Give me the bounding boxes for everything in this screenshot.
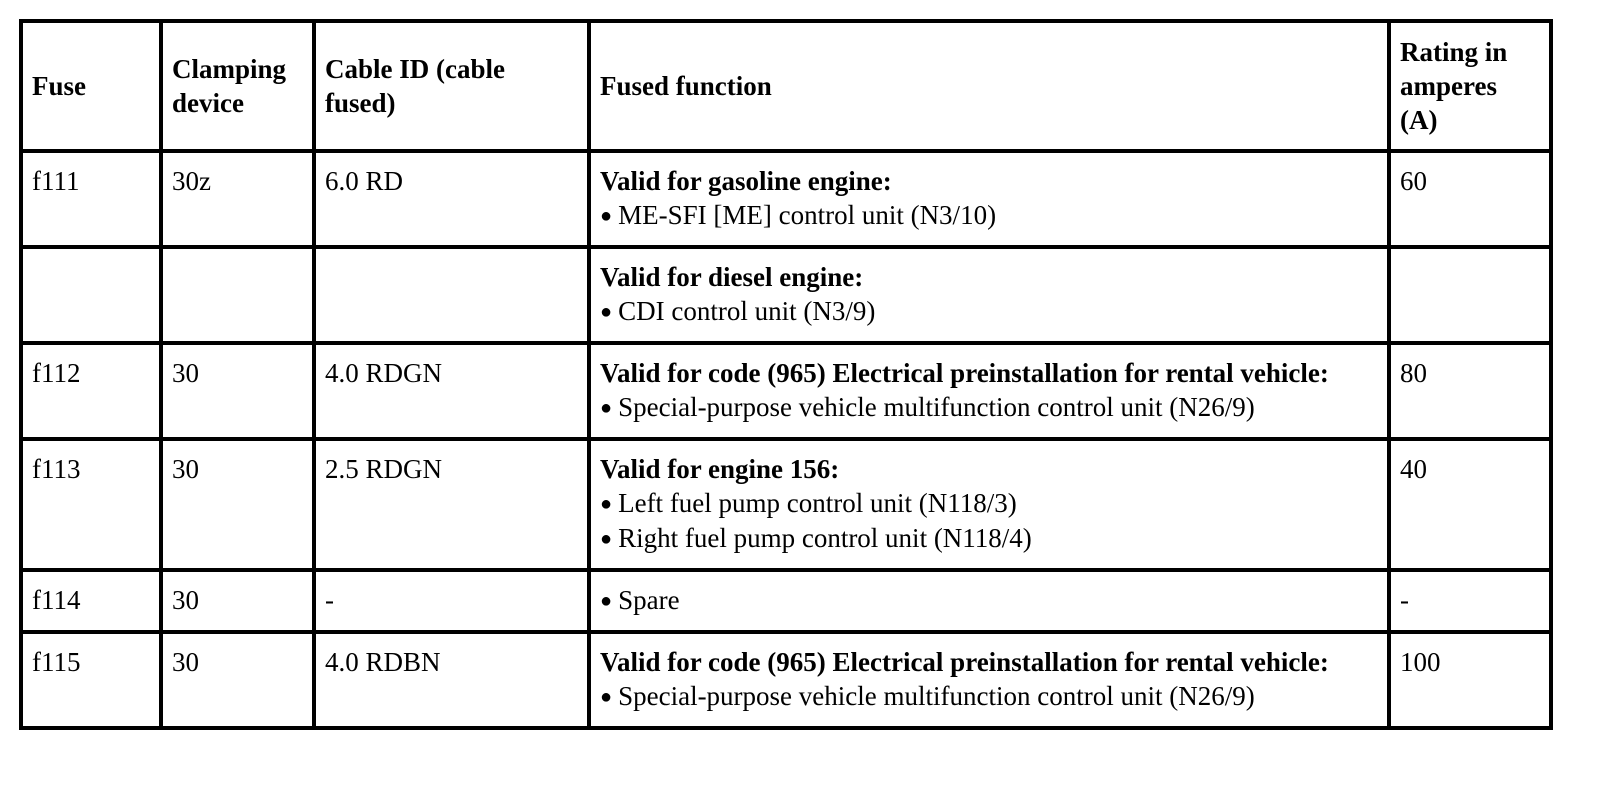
cell-fused-function <box>589 570 1389 632</box>
cell-clamping-device: 30 <box>161 439 314 570</box>
header-cable-id: Cable ID (cable fused) <box>314 21 589 151</box>
bullet-icon: ● <box>600 528 613 550</box>
function-item-text: ME-SFI [ME] control unit (N3/10) <box>618 200 997 230</box>
cell-fuse: f115 <box>21 632 161 728</box>
cell-cable-id: 4.0 RDBN <box>314 632 589 728</box>
cell-rating: 40 <box>1389 439 1551 570</box>
cell-clamping-device: 30 <box>161 343 314 439</box>
cell-fuse: f112 <box>21 343 161 439</box>
bullet-icon: ● <box>600 686 613 708</box>
function-item-text: Special-purpose vehicle multifunction control unit (N26/9) <box>618 392 1255 422</box>
table-row <box>21 439 1551 570</box>
table-body <box>21 151 1551 728</box>
fuse-table-container <box>19 19 1549 730</box>
table-row <box>21 632 1551 728</box>
cell-fused-function <box>589 151 1389 247</box>
cell-fused-function <box>589 247 1389 343</box>
function-item <box>600 294 1378 329</box>
cell-fuse: f114 <box>21 570 161 632</box>
cell-rating: - <box>1389 570 1551 632</box>
function-title: Valid for code (965) Electrical preinstallation for rental vehicle: <box>600 647 1329 677</box>
function-item-text: Right fuel pump control unit (N118/4) <box>618 523 1032 553</box>
function-item-text: Spare <box>618 585 680 615</box>
cell-cable-id <box>314 247 589 343</box>
bullet-icon: ● <box>600 590 613 612</box>
cell-fused-function <box>589 343 1389 439</box>
cell-cable-id: - <box>314 570 589 632</box>
cell-rating: 100 <box>1389 632 1551 728</box>
fuse-table <box>19 19 1553 730</box>
function-item-text: Left fuel pump control unit (N118/3) <box>618 488 1017 518</box>
function-item-text: CDI control unit (N3/9) <box>618 296 876 326</box>
cell-cable-id: 6.0 RD <box>314 151 589 247</box>
function-item <box>600 521 1378 556</box>
bullet-icon: ● <box>600 493 613 515</box>
cell-cable-id: 4.0 RDGN <box>314 343 589 439</box>
header-fused-function: Fused function <box>589 21 1389 151</box>
header-clamping-device: Clamping device <box>161 21 314 151</box>
bullet-icon: ● <box>600 397 613 419</box>
cell-fuse: f111 <box>21 151 161 247</box>
cell-rating: 60 <box>1389 151 1551 247</box>
cell-clamping-device: 30z <box>161 151 314 247</box>
header-rating: Rating in amperes (A) <box>1389 21 1551 151</box>
function-title: Valid for gasoline engine: <box>600 166 892 196</box>
table-row <box>21 247 1551 343</box>
bullet-icon: ● <box>600 205 613 227</box>
function-item <box>600 679 1378 714</box>
table-row <box>21 570 1551 632</box>
function-item <box>600 486 1378 521</box>
cell-clamping-device <box>161 247 314 343</box>
function-title: Valid for code (965) Electrical preinstallation for rental vehicle: <box>600 358 1329 388</box>
cell-fused-function <box>589 632 1389 728</box>
function-title: Valid for engine 156: <box>600 454 840 484</box>
cell-fuse: f113 <box>21 439 161 570</box>
function-title: Valid for diesel engine: <box>600 262 864 292</box>
cell-cable-id: 2.5 RDGN <box>314 439 589 570</box>
table-row <box>21 343 1551 439</box>
cell-fused-function <box>589 439 1389 570</box>
cell-rating <box>1389 247 1551 343</box>
function-item <box>600 390 1378 425</box>
cell-clamping-device: 30 <box>161 570 314 632</box>
function-item-text: Special-purpose vehicle multifunction control unit (N26/9) <box>618 681 1255 711</box>
function-item <box>600 583 1378 618</box>
cell-clamping-device: 30 <box>161 632 314 728</box>
function-item <box>600 198 1378 233</box>
cell-rating: 80 <box>1389 343 1551 439</box>
table-row <box>21 151 1551 247</box>
bullet-icon: ● <box>600 301 613 323</box>
table-header-row <box>21 21 1551 151</box>
cell-fuse <box>21 247 161 343</box>
header-fuse: Fuse <box>21 21 161 151</box>
